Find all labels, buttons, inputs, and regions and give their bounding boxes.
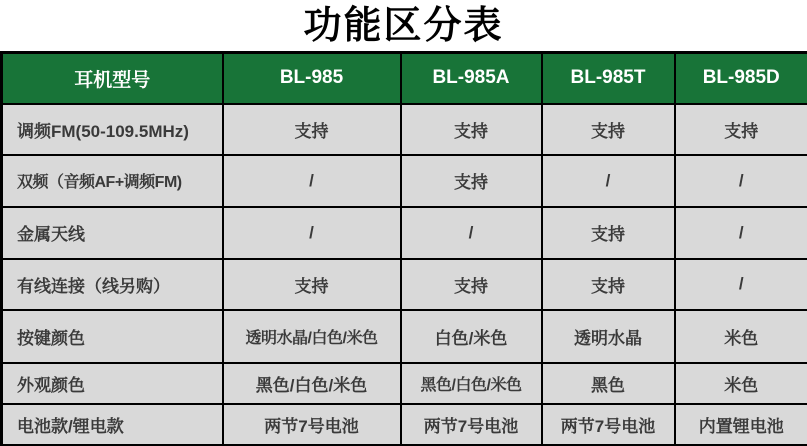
- table-cell: /: [223, 155, 401, 207]
- row-label: 电池款/锂电款: [2, 404, 223, 446]
- title-bar: [0, 0, 807, 51]
- table-cell: 两节7号电池: [223, 404, 401, 446]
- row-label: 按键颜色: [2, 310, 223, 363]
- row-label: 调频FM(50-109.5MHz): [2, 104, 223, 155]
- table-cell: 米色: [675, 310, 807, 363]
- table-cell: 支持: [401, 104, 542, 155]
- row-label: 双频（音频AF+调频FM): [2, 155, 223, 207]
- table-cell: 支持: [401, 259, 542, 310]
- table-cell: /: [675, 207, 807, 259]
- row-label: 金属天线: [2, 207, 223, 259]
- table-row: [2, 207, 807, 259]
- table-cell: 支持: [401, 155, 542, 207]
- table-cell: 支持: [542, 207, 675, 259]
- column-header: BL-985A: [401, 53, 542, 104]
- table-cell: /: [401, 207, 542, 259]
- page-title: 功能区分表: [303, 4, 504, 47]
- table-cell: 支持: [542, 104, 675, 155]
- table-cell: 透明水晶: [542, 310, 675, 363]
- table-row: [2, 404, 807, 446]
- table-cell: /: [223, 207, 401, 259]
- table-cell: 白色/米色: [401, 310, 542, 363]
- table-cell: 支持: [542, 259, 675, 310]
- table-cell: 透明水晶/白色/米色: [223, 310, 401, 363]
- table-cell: 黑色/白色/米色: [401, 363, 542, 404]
- column-header: BL-985T: [542, 53, 675, 104]
- table-cell: 两节7号电池: [401, 404, 542, 446]
- table-cell: 支持: [223, 104, 401, 155]
- table-cell: 支持: [675, 104, 807, 155]
- table-cell: 黑色/白色/米色: [223, 363, 401, 404]
- column-header: 耳机型号: [2, 53, 223, 104]
- table-row: [2, 363, 807, 404]
- table-cell: /: [542, 155, 675, 207]
- table-cell: /: [675, 259, 807, 310]
- table-cell: 黑色: [542, 363, 675, 404]
- table-cell: 两节7号电池: [542, 404, 675, 446]
- table-cell: 支持: [223, 259, 401, 310]
- table-cell: /: [675, 155, 807, 207]
- table-row: [2, 310, 807, 363]
- table-row: [2, 259, 807, 310]
- column-header: BL-985: [223, 53, 401, 104]
- table-row: [2, 104, 807, 155]
- column-header: BL-985D: [675, 53, 807, 104]
- table-cell: 内置锂电池: [675, 404, 807, 446]
- comparison-table: [0, 51, 807, 446]
- row-label: 外观颜色: [2, 363, 223, 404]
- table-header-row: [2, 53, 807, 104]
- row-label: 有线连接（线另购）: [2, 259, 223, 310]
- table-cell: 米色: [675, 363, 807, 404]
- table-row: [2, 155, 807, 207]
